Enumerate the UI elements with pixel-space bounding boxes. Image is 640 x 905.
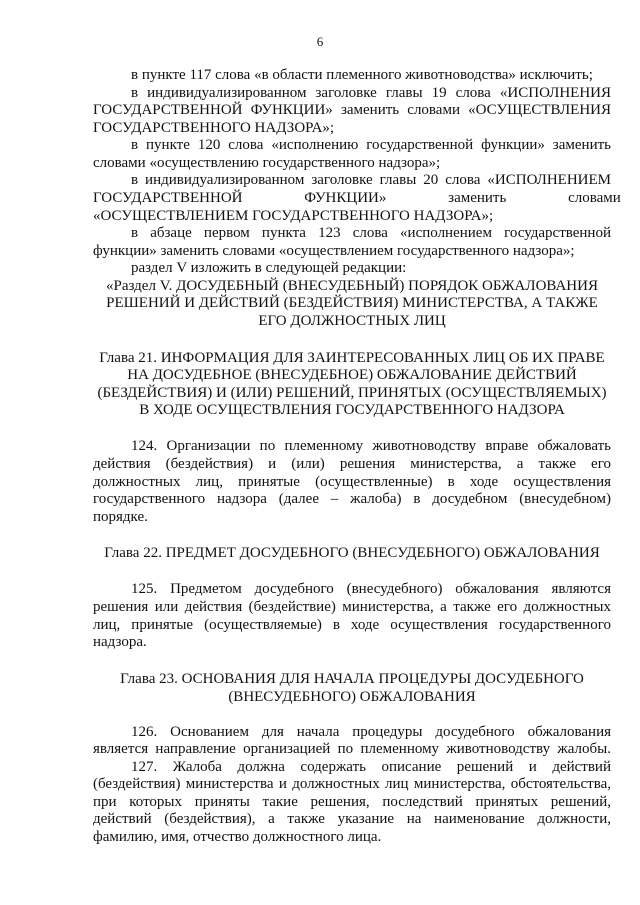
paragraph-125-line: лиц, принятые (осуществляемые) в ходе осуществления государственного xyxy=(93,616,611,633)
chapter-23-title-line: Глава 23. ОСНОВАНИЯ ДЛЯ НАЧАЛА ПРОЦЕДУРЫ ДОСУДЕБНОГО xyxy=(120,671,584,687)
section-title-line: РЕШЕНИЙ И ДЕЙСТВИЙ (БЕЗДЕЙСТВИЯ) МИНИСТЕРСТВА, А ТАКЖЕ xyxy=(106,295,598,312)
chapter-21-title-line: НА ДОСУДЕБНОЕ (ВНЕСУДЕБНОЕ) ОБЖАЛОВАНИЕ ДЕЙСТВИЙ xyxy=(127,367,577,384)
edit-line: в абзаце первом пункта 123 слова «исполнением государственной xyxy=(131,225,611,241)
edit-line: ГОСУДАРСТВЕННОЙ ФУНКЦИИ» заменить словами «ОСУЩЕСТВЛЕНИЯ xyxy=(93,102,611,119)
paragraph-127-line: 127. Жалоба должна содержать описание решений и действий xyxy=(131,758,611,775)
paragraph-125-line: решения или действия (бездействие) министерства, а также его должностных xyxy=(93,599,611,615)
edit-line: в индивидуализированном заголовке главы 19 слова «ИСПОЛНЕНИЯ xyxy=(131,84,611,101)
edit-line: функции» заменить словами «осуществлением государственного надзора»; xyxy=(93,242,575,259)
edit-line: ГОСУДАРСТВЕННОГО НАДЗОРА»; xyxy=(93,119,335,136)
paragraph-124-line: государственного надзора (далее – жалоба) в досудебном (внесудебном) xyxy=(93,491,611,507)
page-number: 6 xyxy=(316,34,324,49)
paragraph-124-line: 124. Организации по племенному животноводству вправе обжаловать xyxy=(131,438,611,455)
paragraph-127-line: фамилию, имя, отчество должностного лица. xyxy=(93,829,382,845)
chapter-21-title-line: (БЕЗДЕЙСТВИЯ) И (ИЛИ) РЕШЕНИЙ, ПРИНЯТЫХ (ОСУЩЕСТВЛЯЕМЫХ) xyxy=(97,384,607,401)
edit-line: «ОСУЩЕСТВЛЕНИЕМ ГОСУДАРСТВЕННОГО НАДЗОРА»; xyxy=(93,207,494,224)
edit-line: в пункте 117 слова «в области племенного животноводства» исключить; xyxy=(131,67,593,83)
chapter-22-title: Глава 22. ПРЕДМЕТ ДОСУДЕБНОГО (ВНЕСУДЕБНОГО) ОБЖАЛОВАНИЯ xyxy=(104,545,600,562)
chapter-21-title-line: Глава 21. ИНФОРМАЦИЯ ДЛЯ ЗАИНТЕРЕСОВАННЫХ ЛИЦ ОБ ИХ ПРАВЕ xyxy=(99,349,605,366)
paragraph-127-line: (бездействия) министерства и должностных лиц министерства, обстоятельства, xyxy=(93,776,611,793)
paragraph-125-line: 125. Предметом досудебного (внесудебного) обжалования являются xyxy=(131,581,611,598)
section-title-line: «Раздел V. ДОСУДЕБНЫЙ (ВНЕСУДЕБНЫЙ) ПОРЯДОК ОБЖАЛОВАНИЯ xyxy=(106,277,598,294)
chapter-23-title-line: (ВНЕСУДЕБНОГО) ОБЖАЛОВАНИЯ xyxy=(228,688,476,705)
paragraph-127-line: действий (бездействия), а также указание на наименование должности, xyxy=(93,811,611,828)
chapter-21-title-line: В ХОДЕ ОСУЩЕСТВЛЕНИЯ ГОСУДАРСТВЕННОГО НАДЗОРА xyxy=(139,402,565,419)
paragraph-126-line: 126. Основанием для начала процедуры досудебного обжалования xyxy=(131,723,611,740)
edit-line: в пункте 120 слова «исполнению государственной функции» заменить xyxy=(131,137,611,154)
paragraph-127-line: при которых приняты такие решения, последствий принятых решений, xyxy=(93,793,611,810)
paragraph-126-line: является направление организацией по племенному животноводству жалобы. xyxy=(93,741,611,758)
section-title-line: ЕГО ДОЛЖНОСТНЫХ ЛИЦ xyxy=(258,312,446,329)
edit-line: в индивидуализированном заголовке главы 20 слова «ИСПОЛНЕНИЕМ xyxy=(131,172,611,189)
edit-line: ГОСУДАРСТВЕННОЙ ФУНКЦИИ» заменить словами xyxy=(93,189,621,206)
edit-line: словами «осуществлению государственного надзора»; xyxy=(93,154,441,171)
paragraph-124-line: порядке. xyxy=(93,508,148,525)
paragraph-124-line: должностных лиц, принятые (осуществленные) в ходе осуществления xyxy=(93,473,611,490)
paragraph-125-line: надзора. xyxy=(93,634,147,651)
paragraph-124-line: действия (бездействия) и (или) решения министерства, а также его xyxy=(93,455,611,472)
edit-line: раздел V изложить в следующей редакции: xyxy=(131,260,407,277)
